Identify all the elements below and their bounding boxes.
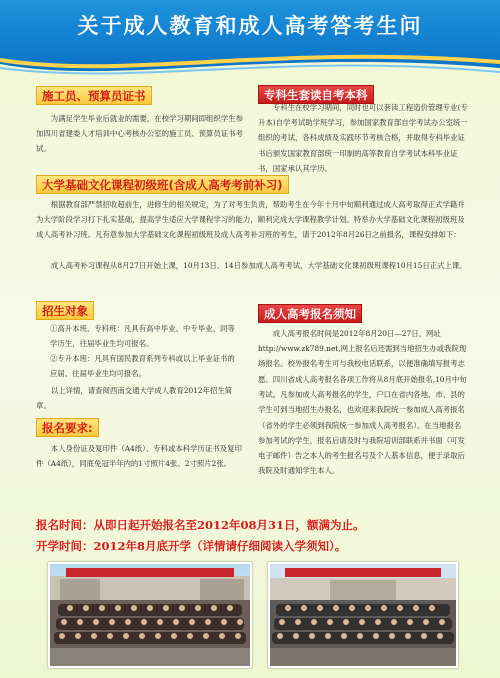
group-photo-left-image xyxy=(50,564,250,666)
opening-time: 开学时间：2012年8月底开学（详情请仔细阅读入学须知）。 xyxy=(36,539,347,553)
registration-time: 报名时间：从即日起开始报名至2012年08月31日，额满为止。 xyxy=(36,518,365,532)
notice-body-2: 四川省成人高考报名各项工作将从8月底开始报名,10月中旬考试。凡参加成人高考报名的学生，户口在省内各地、市、县的学生可到当地招生办报名，也欢迎来我院统一参加成人高考报名（省外的学生必须到我院统一参加成人高考报名）。在当地报名参加考试的学生，报名后请及时与我院培训部联系并书面（可发电子邮件）告之本人的考生报名号及个人基本信息，便于录取后我院及时通知学生本人。 xyxy=(258,375,467,476)
basic-course-heading: 大学基础文化课程初级班(含成人高考考前补习) xyxy=(36,175,289,194)
page-title: 关于成人教育和成人高考答考生问 xyxy=(77,14,423,38)
group-photo-right-image xyxy=(270,564,456,666)
basic-course-body-1: 根据教育部严禁招收超前生，进修生的相关规定，为了对考生负责，帮助考生在今年十月中旬顺利通过成人高考取得正式学籍并为大学阶段学习打下扎实基础，提高学生适应大学课程学习的能力，顺利完成大学课程教学计划。特举办大学基础文化课程初级班及成人高考补习班。凡有意参加大学基础文化课程初级班及成人高考补习班的考生，请于2012年8月26日之前报名，课程安排如下： xyxy=(36,200,465,240)
header-swoosh-graphic xyxy=(0,46,500,86)
enroll-item-2: ②专升本班：凡具有国民教育系列专科或以上毕业证书的应届、往届毕业生均可报名。 xyxy=(50,354,235,379)
zikao-body: 专科生在校学习期间，同时也可以套读工程造价管理专业(专升本)自学考试助学班学习，参加国家教育部自学考试办公室统一组织的考试，各科成绩及实践环节考核合格，并取得专科毕业证书后颁发国家教育部统一印制的高等教育自学考试本科毕业证书，国家承认其学历。 xyxy=(258,103,468,173)
header-banner xyxy=(0,0,500,76)
group-photo-right-banner xyxy=(285,568,441,577)
group-photo-right xyxy=(268,562,458,668)
enroll-note: 以上详情，请查阅西南交通大学成人教育2012年招生简章。 xyxy=(36,386,233,411)
notice-body-1: 成人高考报名时间是2012年8月20日—27日，网址http://www.zk789.net,网上报名后还需到当地招生办或我院现场报名。校外报名考生可与我校电话联系，以便准确填写报考志愿。 xyxy=(258,329,467,384)
enroll-item-1: ①高升本班、专科班：凡具有高中毕业、中专毕业、同等学历生，往届毕业生均可报名。 xyxy=(50,324,235,349)
group-photo-left-banner xyxy=(66,568,234,577)
required-heading: 报名要求: xyxy=(36,418,99,437)
cert-body: 为满足学生毕业后就业的需要，在校学习期间即组织学生参加四川省建委人才培训中心考核办公室的施工员、预算员证书考试。 xyxy=(36,114,243,154)
zikao-heading: 专科生套读自考本科 xyxy=(258,85,374,104)
notice-heading: 成人高考报名须知 xyxy=(258,304,362,323)
required-body: 本人身份证及复印件（A4纸）、专科或本科学历证书及复印件（A4纸），同底免冠半年内的1寸照片4张、2寸照片2张。 xyxy=(36,444,242,469)
basic-course-body-2: 成人高考补习课程从8月27日开始上课，10月13日、14日参加成人高考考试，大学基础文化课初级班课程10月15日正式上课。 xyxy=(50,261,467,270)
group-photo-left xyxy=(48,562,252,668)
cert-heading: 施工员、预算员证书 xyxy=(36,86,152,105)
enroll-heading: 招生对象 xyxy=(36,301,94,320)
